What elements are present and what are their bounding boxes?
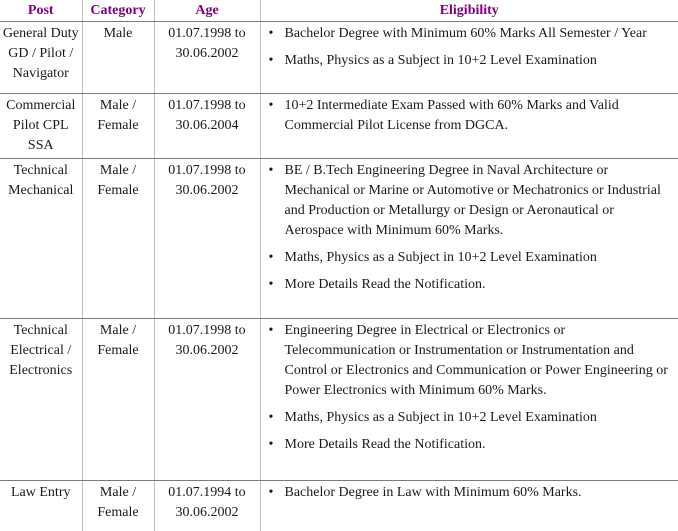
eligibility-item: • Maths, Physics as a Subject in 10+2 Level Examination <box>285 51 675 71</box>
eligibility-cell <box>260 94 678 159</box>
category-line: Female <box>97 118 138 133</box>
post-line: Technical <box>14 163 68 178</box>
eligibility-list <box>285 161 675 295</box>
eligibility-cell <box>260 319 678 481</box>
eligibility-list <box>285 24 675 71</box>
post-cell <box>0 94 82 159</box>
table-row <box>0 94 678 159</box>
age-line: 01.07.1998 to <box>168 98 245 113</box>
post-line: Pilot CPL <box>13 118 69 133</box>
eligibility-item: • More Details Read the Notification. <box>285 275 675 295</box>
eligibility-cell <box>260 481 678 531</box>
table-header-row <box>0 0 678 22</box>
age-cell <box>154 319 260 481</box>
post-line: Electrical / <box>10 343 71 358</box>
category-line: Female <box>97 183 138 198</box>
age-line: 01.07.1998 to <box>168 323 245 338</box>
post-line: Commercial <box>6 98 75 113</box>
category-cell <box>82 481 154 531</box>
header-eligibility: Eligibility <box>260 0 678 22</box>
category-line: Male / <box>100 163 136 178</box>
age-cell <box>154 159 260 319</box>
age-line: 30.06.2002 <box>176 343 239 358</box>
table-row <box>0 481 678 531</box>
eligibility-cell <box>260 159 678 319</box>
eligibility-item: • 10+2 Intermediate Exam Passed with 60% Marks and Valid Commercial Pilot License from DGCA. <box>285 96 675 136</box>
category-cell <box>82 159 154 319</box>
eligibility-list <box>285 483 675 503</box>
eligibility-item: • Maths, Physics as a Subject in 10+2 Level Examination <box>285 408 675 428</box>
post-cell <box>0 159 82 319</box>
eligibility-item: • Bachelor Degree with Minimum 60% Marks All Semester / Year <box>285 24 675 44</box>
age-line: 30.06.2002 <box>176 46 239 61</box>
age-cell <box>154 94 260 159</box>
post-line: General Duty <box>3 26 79 41</box>
header-post: Post <box>0 0 82 22</box>
eligibility-item: • Bachelor Degree in Law with Minimum 60% Marks. <box>285 483 675 503</box>
age-line: 30.06.2002 <box>176 505 239 520</box>
category-cell <box>82 319 154 481</box>
eligibility-list <box>285 96 675 136</box>
post-line: Electronics <box>9 363 72 378</box>
age-line: 01.07.1994 to <box>168 485 245 500</box>
header-age: Age <box>154 0 260 22</box>
post-line: GD / Pilot / <box>8 46 73 61</box>
age-cell <box>154 481 260 531</box>
post-line: Mechanical <box>8 183 73 198</box>
eligibility-item: • Engineering Degree in Electrical or Electronics or Telecommunication or Instrumentation or Instrumentation and Control or Electronics and Communication or Power Engineering or Power Electronics with Minimum 60% Marks. <box>285 321 675 401</box>
category-line: Female <box>97 343 138 358</box>
age-line: 01.07.1998 to <box>168 163 245 178</box>
age-line: 01.07.1998 to <box>168 26 245 41</box>
table-row <box>0 22 678 94</box>
category-line: Male / <box>100 323 136 338</box>
category-line: Male / <box>100 98 136 113</box>
eligibility-item: • More Details Read the Notification. <box>285 435 675 455</box>
table-row <box>0 319 678 481</box>
post-line: SSA <box>28 138 54 153</box>
post-line: Technical <box>14 323 68 338</box>
age-cell <box>154 22 260 94</box>
age-line: 30.06.2004 <box>176 118 239 133</box>
table-row <box>0 159 678 319</box>
category-line: Female <box>97 505 138 520</box>
category-line: Male <box>104 26 133 41</box>
eligibility-list <box>285 321 675 455</box>
age-line: 30.06.2002 <box>176 183 239 198</box>
category-cell <box>82 94 154 159</box>
category-line: Male / <box>100 485 136 500</box>
post-cell <box>0 22 82 94</box>
post-cell <box>0 481 82 531</box>
eligibility-item: • BE / B.Tech Engineering Degree in Naval Architecture or Mechanical or Marine or Automotive or Mechatronics or Industrial and Production or Metallurgy or Design or Aeronautical or Aerospace with Minimum 60% Marks. <box>285 161 675 241</box>
header-category: Category <box>82 0 154 22</box>
category-cell <box>82 22 154 94</box>
post-cell <box>0 319 82 481</box>
eligibility-cell <box>260 22 678 94</box>
post-line: Navigator <box>13 66 69 81</box>
post-line: Law Entry <box>11 485 70 500</box>
eligibility-item: • Maths, Physics as a Subject in 10+2 Level Examination <box>285 248 675 268</box>
